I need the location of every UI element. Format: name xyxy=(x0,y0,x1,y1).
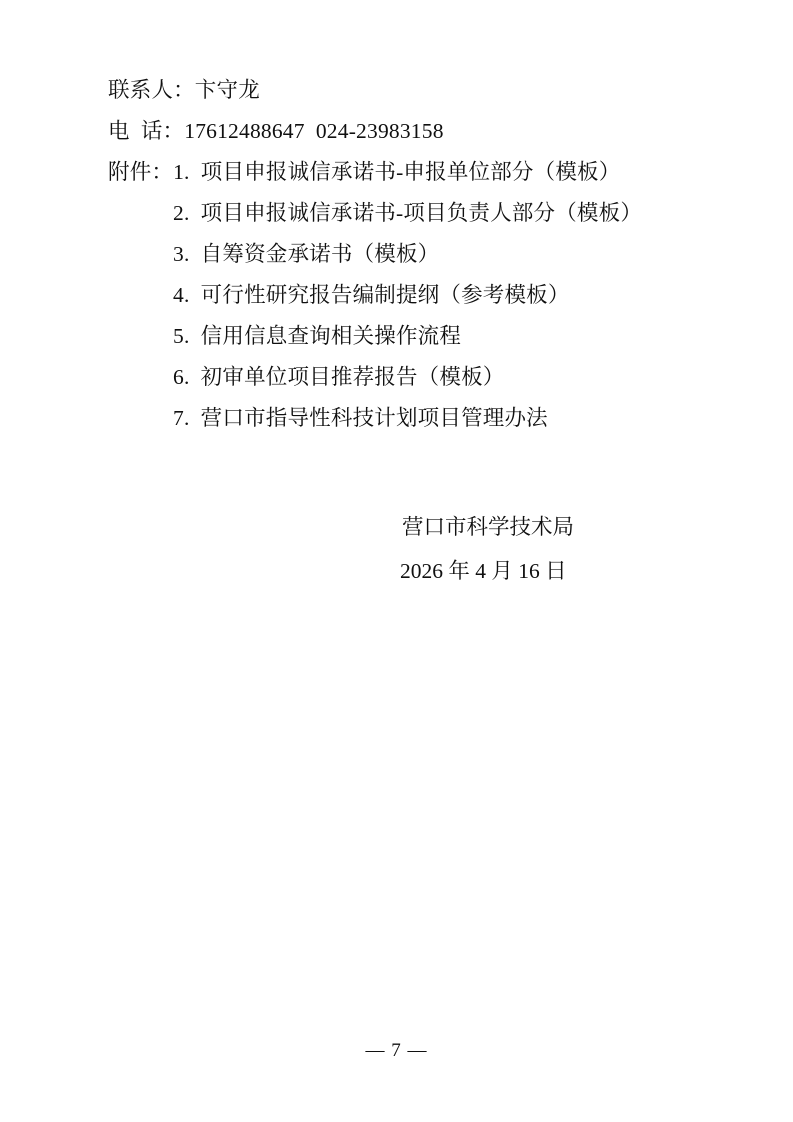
signature-issuer: 营口市科学技术局 xyxy=(402,515,575,539)
attachment-item-5: 5. 信用信息查询相关操作流程 xyxy=(173,324,462,348)
attachment-item-2: 2. 项目申报诚信承诺书-项目负责人部分（模板） xyxy=(173,201,643,225)
contact-person-line: 联系人：卞守龙 xyxy=(108,78,260,102)
page-number-footer: — 7 — xyxy=(365,1040,428,1061)
attachment-item-7: 7. 营口市指导性科技计划项目管理办法 xyxy=(173,406,548,430)
attachment-item-4: 4. 可行性研究报告编制提纲（参考模板） xyxy=(173,283,570,307)
attachments-label-line: 附件：1. 项目申报诚信承诺书-申报单位部分（模板） xyxy=(108,160,621,184)
attachment-item-3: 3. 自筹资金承诺书（模板） xyxy=(173,242,440,266)
document-body xyxy=(108,70,708,439)
signature-block xyxy=(108,505,708,593)
signature-date: 2026 年 4 月 16 日 xyxy=(400,559,567,583)
attachment-item-6: 6. 初审单位项目推荐报告（模板） xyxy=(173,365,505,389)
contact-phone-line: 电 话：17612488647 024-23983158 xyxy=(108,119,444,143)
